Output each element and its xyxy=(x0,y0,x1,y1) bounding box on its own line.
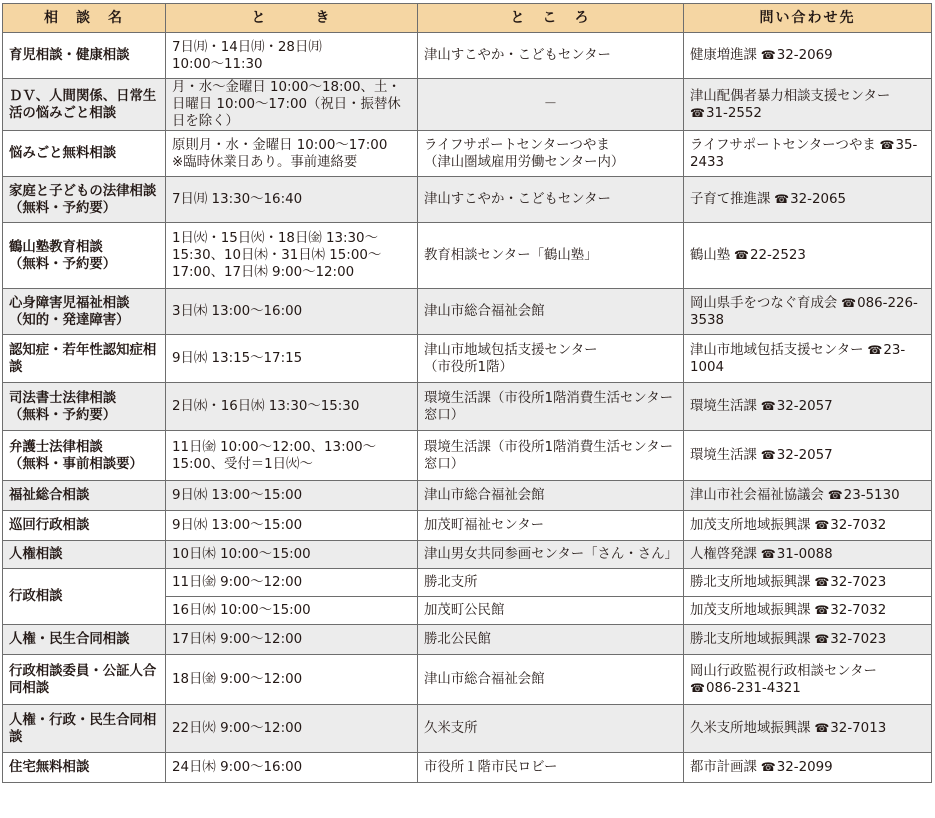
contact-phone: 35-2433 xyxy=(690,137,918,170)
contact-phone: 22-2523 xyxy=(749,248,806,263)
cell-when: 11日㈮ 9:00～12:00 xyxy=(166,569,418,597)
table-row xyxy=(3,223,932,289)
cell-where: 津山市総合福祉会館 xyxy=(418,655,684,705)
contact-phone: 32-7023 xyxy=(830,632,887,647)
cell-consultation-name: 福祉総合相談 xyxy=(3,481,166,511)
cell-contact xyxy=(684,223,932,289)
cell-contact xyxy=(684,335,932,383)
contact-name: 加茂支所地域振興課 xyxy=(690,518,811,533)
contact-name: 勝北支所地域振興課 xyxy=(690,575,811,590)
header-when: と き xyxy=(166,4,418,33)
contact-phone: 32-7023 xyxy=(830,575,887,590)
table-row xyxy=(3,431,932,481)
contact-phone: 32-2065 xyxy=(790,192,847,207)
cell-where: 久米支所 xyxy=(418,705,684,753)
contact-phone: 31-0088 xyxy=(776,547,833,562)
contact-phone: 23-1004 xyxy=(690,342,906,375)
table-row xyxy=(3,511,932,541)
cell-consultation-name: 人権・民生合同相談 xyxy=(3,625,166,655)
contact-phone: 32-2099 xyxy=(776,760,833,775)
telephone-icon: ☎ xyxy=(756,547,776,561)
cell-consultation-name: 巡回行政相談 xyxy=(3,511,166,541)
telephone-icon: ☎ xyxy=(690,680,705,695)
cell-consultation-name: 心身障害児福祉相談 （知的・発達障害） xyxy=(3,289,166,335)
cell-contact xyxy=(684,569,932,597)
contact-name: 岡山行政監視行政相談センター xyxy=(690,663,877,679)
table-body xyxy=(3,33,932,783)
telephone-icon: ☎ xyxy=(875,137,895,152)
telephone-icon: ☎ xyxy=(756,48,776,62)
telephone-icon: ☎ xyxy=(810,632,830,646)
contact-name: 都市計画課 xyxy=(690,760,757,775)
table-row xyxy=(3,79,932,131)
contact-name: 津山市地域包括支援センター xyxy=(690,342,864,358)
cell-consultation-name: 人権・行政・民生合同相談 xyxy=(3,705,166,753)
cell-when: 7日㈪ 13:30～16:40 xyxy=(166,177,418,223)
table-row xyxy=(3,569,932,597)
table-row xyxy=(3,383,932,431)
cell-contact xyxy=(684,33,932,79)
contact-name: 子育て推進課 xyxy=(690,192,771,207)
cell-consultation-name: ＤＶ、人間関係、日常生活の悩みごと相談 xyxy=(3,79,166,131)
table-header-row xyxy=(3,4,932,33)
table-row xyxy=(3,177,932,223)
consultation-table xyxy=(2,3,932,783)
cell-when: 17日㈭ 9:00～12:00 xyxy=(166,625,418,655)
cell-consultation-name: 鶴山塾教育相談 （無料・予約要） xyxy=(3,223,166,289)
cell-contact xyxy=(684,383,932,431)
telephone-icon: ☎ xyxy=(810,603,830,617)
contact-name: 鶴山塾 xyxy=(690,248,731,263)
cell-when: 10日㈭ 10:00～15:00 xyxy=(166,541,418,569)
cell-where: 勝北公民館 xyxy=(418,625,684,655)
contact-name: 津山市社会福祉協議会 xyxy=(690,488,824,503)
cell-contact xyxy=(684,625,932,655)
cell-when: 22日㈫ 9:00～12:00 xyxy=(166,705,418,753)
cell-consultation-name: 弁護士法律相談 （無料・事前相談要） xyxy=(3,431,166,481)
cell-when: 9日㈬ 13:00～15:00 xyxy=(166,511,418,541)
cell-contact xyxy=(684,597,932,625)
table-row xyxy=(3,335,932,383)
contact-name: 久米支所地域振興課 xyxy=(690,721,811,736)
cell-when: 16日㈬ 10:00～15:00 xyxy=(166,597,418,625)
cell-where: 加茂町公民館 xyxy=(418,597,684,625)
cell-where: 教育相談センター「鶴山塾」 xyxy=(418,223,684,289)
cell-where: － xyxy=(418,79,684,131)
telephone-icon: ☎ xyxy=(730,248,749,262)
cell-contact xyxy=(684,131,932,177)
contact-name: 津山配偶者暴力相談支援センター xyxy=(690,88,891,104)
table-row xyxy=(3,655,932,705)
telephone-icon: ☎ xyxy=(810,721,830,735)
cell-where: 津山市地域包括支援センター （市役所1階） xyxy=(418,335,684,383)
cell-consultation-name: 家庭と子どもの法律相談（無料・予約要） xyxy=(3,177,166,223)
cell-where: 津山男女共同参画センター「さん・さん」 xyxy=(418,541,684,569)
cell-where: 市役所１階市民ロビー xyxy=(418,753,684,783)
cell-contact xyxy=(684,541,932,569)
cell-consultation-name: 悩みごと無料相談 xyxy=(3,131,166,177)
cell-consultation-name: 育児相談・健康相談 xyxy=(3,33,166,79)
cell-when: 11日㈮ 10:00～12:00、13:00～15:00、受付＝1日㈫～ xyxy=(166,431,418,481)
contact-name: 環境生活課 xyxy=(690,399,757,414)
cell-contact xyxy=(684,79,932,131)
contact-name: 健康増進課 xyxy=(690,48,757,63)
contact-name: 環境生活課 xyxy=(690,448,757,463)
cell-when: 24日㈭ 9:00～16:00 xyxy=(166,753,418,783)
contact-phone: 23-5130 xyxy=(843,488,900,503)
cell-contact xyxy=(684,511,932,541)
contact-phone: 32-7032 xyxy=(830,518,887,533)
telephone-icon: ☎ xyxy=(756,399,776,413)
cell-contact xyxy=(684,705,932,753)
header-name: 相 談 名 xyxy=(3,4,166,33)
cell-when: 2日㈬・16日㈬ 13:30～15:30 xyxy=(166,383,418,431)
telephone-icon: ☎ xyxy=(823,488,843,502)
telephone-icon: ☎ xyxy=(810,518,830,532)
cell-consultation-name: 行政相談 xyxy=(3,569,166,625)
cell-consultation-name: 認知症・若年性認知症相談 xyxy=(3,335,166,383)
cell-contact xyxy=(684,431,932,481)
cell-contact xyxy=(684,177,932,223)
contact-name: 岡山県手をつなぐ育成会 xyxy=(690,295,838,311)
cell-contact xyxy=(684,753,932,783)
contact-name: 人権啓発課 xyxy=(690,547,757,562)
table-row xyxy=(3,753,932,783)
contact-phone: 32-2057 xyxy=(776,399,833,414)
contact-phone: 086-226-3538 xyxy=(690,295,918,328)
cell-where: 加茂町福祉センター xyxy=(418,511,684,541)
contact-phone: 32-7032 xyxy=(830,603,887,618)
telephone-icon: ☎ xyxy=(810,575,830,589)
header-contact: 問い合わせ先 xyxy=(684,4,932,33)
cell-contact xyxy=(684,655,932,705)
cell-consultation-name: 人権相談 xyxy=(3,541,166,569)
telephone-icon: ☎ xyxy=(770,192,790,206)
contact-name: ライフサポートセンターつやま xyxy=(690,137,876,153)
contact-phone: 32-2057 xyxy=(776,448,833,463)
telephone-icon: ☎ xyxy=(756,760,776,774)
telephone-icon: ☎ xyxy=(837,295,857,310)
cell-contact xyxy=(684,289,932,335)
cell-where: 環境生活課（市役所1階消費生活センター窓口） xyxy=(418,383,684,431)
cell-when: 18日㈮ 9:00～12:00 xyxy=(166,655,418,705)
cell-consultation-name: 司法書士法律相談 （無料・予約要） xyxy=(3,383,166,431)
cell-consultation-name: 行政相談委員・公証人合同相談 xyxy=(3,655,166,705)
cell-where: 津山市総合福祉会館 xyxy=(418,289,684,335)
contact-phone: 31-2552 xyxy=(705,105,762,121)
table-row xyxy=(3,289,932,335)
contact-phone: 086-231-4321 xyxy=(705,680,801,696)
cell-when: 9日㈬ 13:00～15:00 xyxy=(166,481,418,511)
cell-when: 1日㈫・15日㈫・18日㈮ 13:30～15:30、10日㈭・31日㈭ 15:00～17:00、17日㈭ 9:00～12:00 xyxy=(166,223,418,289)
cell-where: 環境生活課（市役所1階消費生活センター窓口） xyxy=(418,431,684,481)
table-row xyxy=(3,625,932,655)
contact-name: 勝北支所地域振興課 xyxy=(690,632,811,647)
cell-when: 9日㈬ 13:15～17:15 xyxy=(166,335,418,383)
contact-phone: 32-7013 xyxy=(830,721,887,736)
cell-where: 津山市総合福祉会館 xyxy=(418,481,684,511)
cell-when: 3日㈭ 13:00～16:00 xyxy=(166,289,418,335)
cell-where: 津山すこやか・こどもセンター xyxy=(418,177,684,223)
table-row xyxy=(3,541,932,569)
contact-name: 加茂支所地域振興課 xyxy=(690,603,811,618)
telephone-icon: ☎ xyxy=(863,342,883,357)
table-row xyxy=(3,705,932,753)
cell-where: ライフサポートセンターつやま （津山圏域雇用労働センター内） xyxy=(418,131,684,177)
table-row xyxy=(3,33,932,79)
table-row xyxy=(3,131,932,177)
cell-when: 月・水～金曜日 10:00～18:00、土・日曜日 10:00～17:00（祝日・振替休日を除く） xyxy=(166,79,418,131)
consultation-schedule xyxy=(2,3,932,783)
telephone-icon: ☎ xyxy=(756,448,776,462)
cell-contact xyxy=(684,481,932,511)
header-where: と こ ろ xyxy=(418,4,684,33)
contact-phone: 32-2069 xyxy=(776,48,833,63)
cell-consultation-name: 住宅無料相談 xyxy=(3,753,166,783)
cell-when: 7日㈪・14日㈪・28日㈪ 10:00～11:30 xyxy=(166,33,418,79)
cell-when: 原則月・水・金曜日 10:00～17:00 ※臨時休業日あり。事前連絡要 xyxy=(166,131,418,177)
table-row xyxy=(3,481,932,511)
telephone-icon: ☎ xyxy=(690,105,705,120)
cell-where: 勝北支所 xyxy=(418,569,684,597)
cell-where: 津山すこやか・こどもセンター xyxy=(418,33,684,79)
